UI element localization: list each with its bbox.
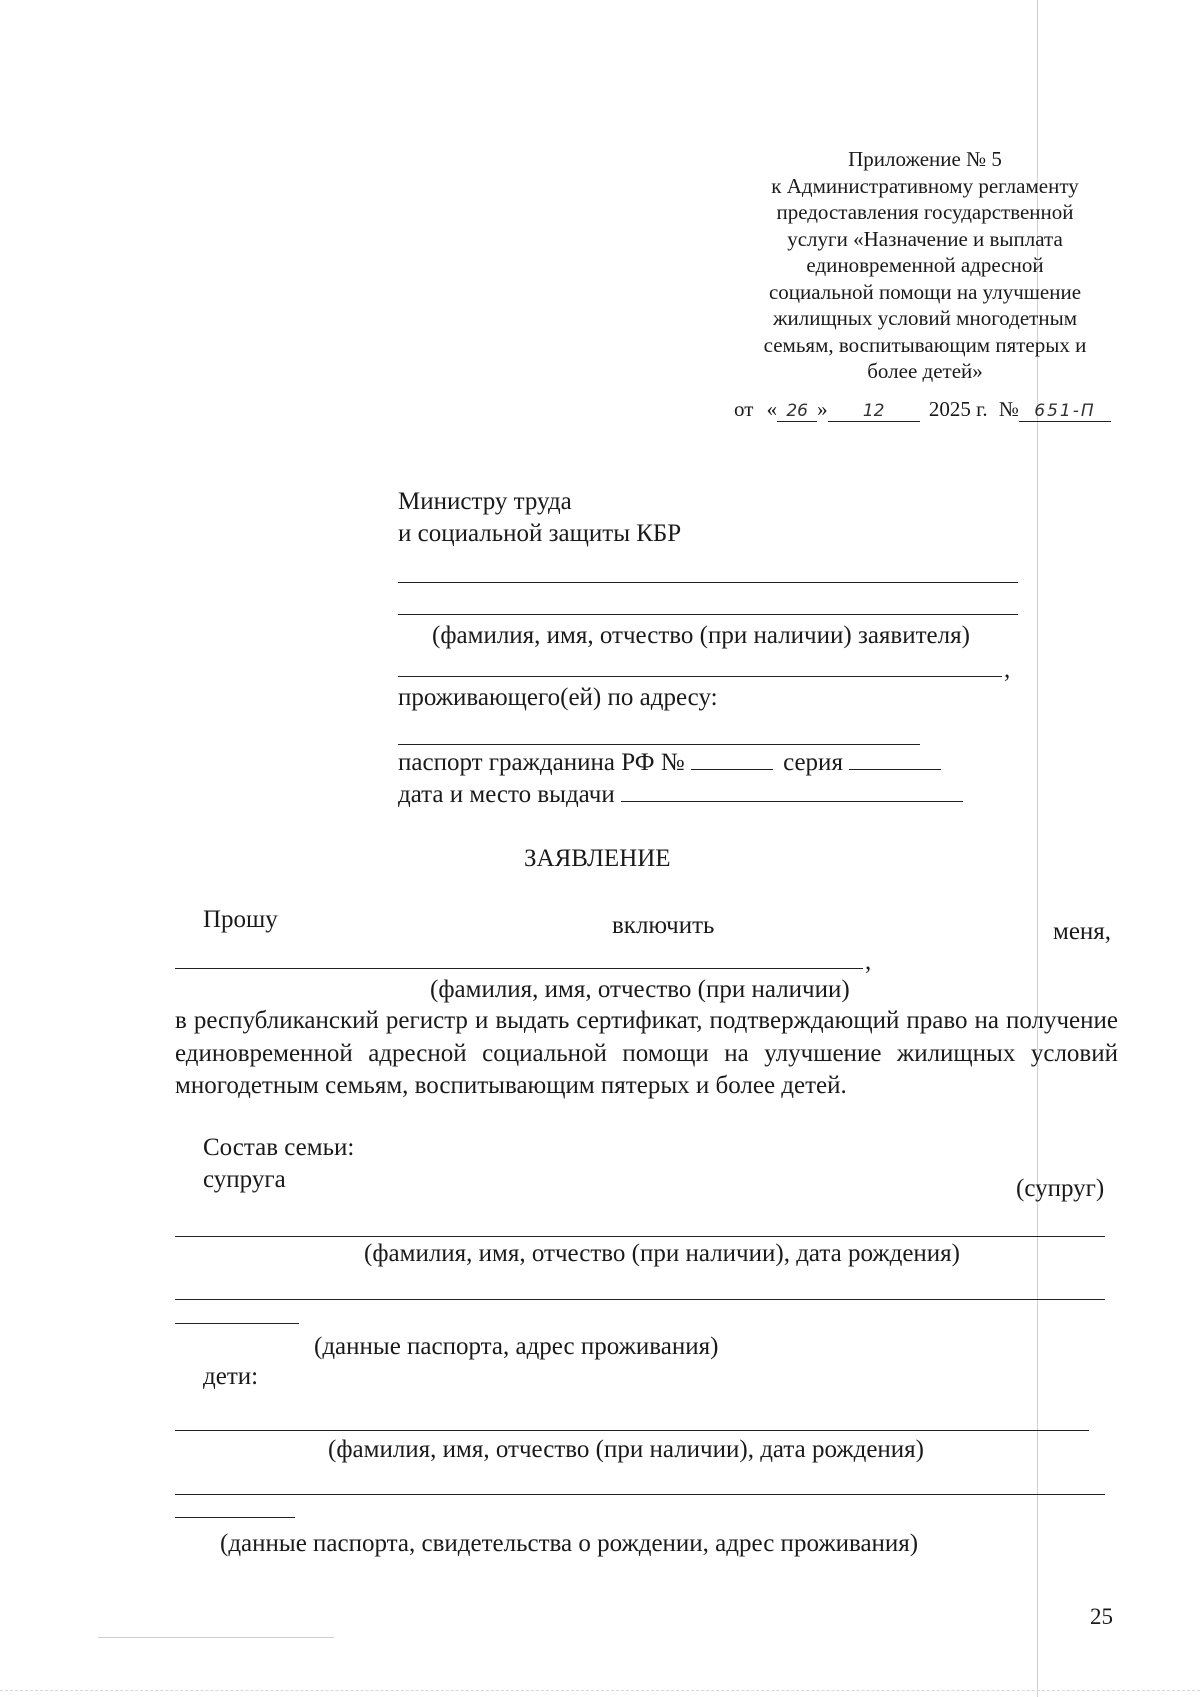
passport-row — [398, 749, 941, 777]
scan-bottom-edge — [0, 1690, 1200, 1691]
address-label: проживающего(ей) по адресу: — [398, 684, 718, 711]
spouse-docs-line — [175, 1299, 1105, 1300]
children-caption: (фамилия, имя, отчество (при наличии), дата рождения) — [328, 1436, 924, 1463]
applicant-name-line-1 — [398, 582, 1018, 583]
document-number: 651-П — [1019, 401, 1111, 422]
date-month: 12 — [828, 401, 920, 422]
children-docs-line-short — [175, 1517, 295, 1518]
appendix-line: жилищных условий многодетным — [772, 306, 1077, 330]
passport-number-blank — [691, 749, 773, 770]
spouse-docs-caption: (данные паспорта, адрес проживания) — [314, 1333, 719, 1360]
appendix-line: к Административному регламенту — [771, 173, 1079, 198]
addressee-block — [398, 486, 681, 550]
spouse-alt-label: (супруг) — [1016, 1175, 1105, 1202]
children-docs-line — [175, 1494, 1105, 1495]
open-quote: « — [766, 397, 778, 421]
issue-label: дата и место выдачи — [398, 781, 615, 808]
request-comma: , — [865, 948, 872, 975]
number-prefix: № — [998, 397, 1019, 421]
spouse-caption: (фамилия, имя, отчество (при наличии), дата рождения) — [364, 1240, 960, 1267]
page-number: 25 — [1090, 1604, 1113, 1629]
passport-label: паспорт гражданина РФ № — [398, 749, 685, 776]
date-day: 26 — [777, 401, 817, 422]
request-word-3: меня, — [1053, 918, 1112, 945]
date-year: 2025 г. — [928, 397, 988, 421]
request-word-1: Прошу — [203, 906, 278, 933]
applicant-comma: , — [1004, 656, 1011, 683]
series-label: серия — [783, 749, 843, 776]
appendix-date-line — [734, 397, 1111, 422]
spouse-docs-line-short — [175, 1323, 299, 1324]
scan-artifact-line — [98, 1637, 334, 1638]
document-title: ЗАЯВЛЕНИЕ — [524, 845, 671, 872]
series-blank — [849, 749, 941, 770]
applicant-name-caption: (фамилия, имя, отчество (при наличии) заявителя) — [432, 622, 970, 649]
applicant-line-3 — [398, 676, 1002, 677]
address-line — [398, 744, 920, 745]
children-docs-caption: (данные паспорта, свидетельства о рождении, адрес проживания) — [220, 1530, 919, 1557]
family-label: Состав семьи: — [203, 1134, 355, 1161]
appendix-header — [730, 146, 1120, 385]
issue-row — [398, 781, 963, 809]
applicant-name-line-2 — [398, 614, 1018, 615]
spouse-name-line — [175, 1236, 1105, 1237]
request-paragraph: в республиканский регистр и выдать сертификат, подтверждающий право на получение единовременной адресной социальной помощи на улучшение жилищных условий многодетным семьям, воспитывающим пятерых и более детей. — [175, 1007, 1118, 1099]
children-name-line — [175, 1430, 1089, 1431]
request-word-2: включить — [612, 912, 715, 939]
request-caption: (фамилия, имя, отчество (при наличии) — [430, 976, 850, 1003]
appendix-line: социальной помощи на улучшение — [768, 279, 1082, 304]
appendix-line: предоставления государственной — [776, 200, 1074, 224]
addressee-line-2: и социальной защиты КБР — [398, 520, 682, 547]
appendix-line: единовременной адресной — [806, 253, 1044, 277]
addressee-line-1: Министру труда — [398, 488, 572, 515]
issue-blank — [621, 781, 963, 802]
children-label: дети: — [203, 1363, 259, 1390]
appendix-line: Приложение № 5 — [848, 147, 1002, 171]
appendix-line: услуги «Назначение и выплата — [787, 226, 1063, 251]
appendix-line: семьям, воспитывающим пятерых и — [763, 332, 1087, 357]
appendix-line: более детей» — [867, 359, 983, 383]
spouse-label: супруга — [203, 1166, 286, 1193]
request-name-line — [175, 968, 863, 969]
close-quote: » — [817, 397, 828, 421]
date-prefix: от — [734, 397, 754, 421]
